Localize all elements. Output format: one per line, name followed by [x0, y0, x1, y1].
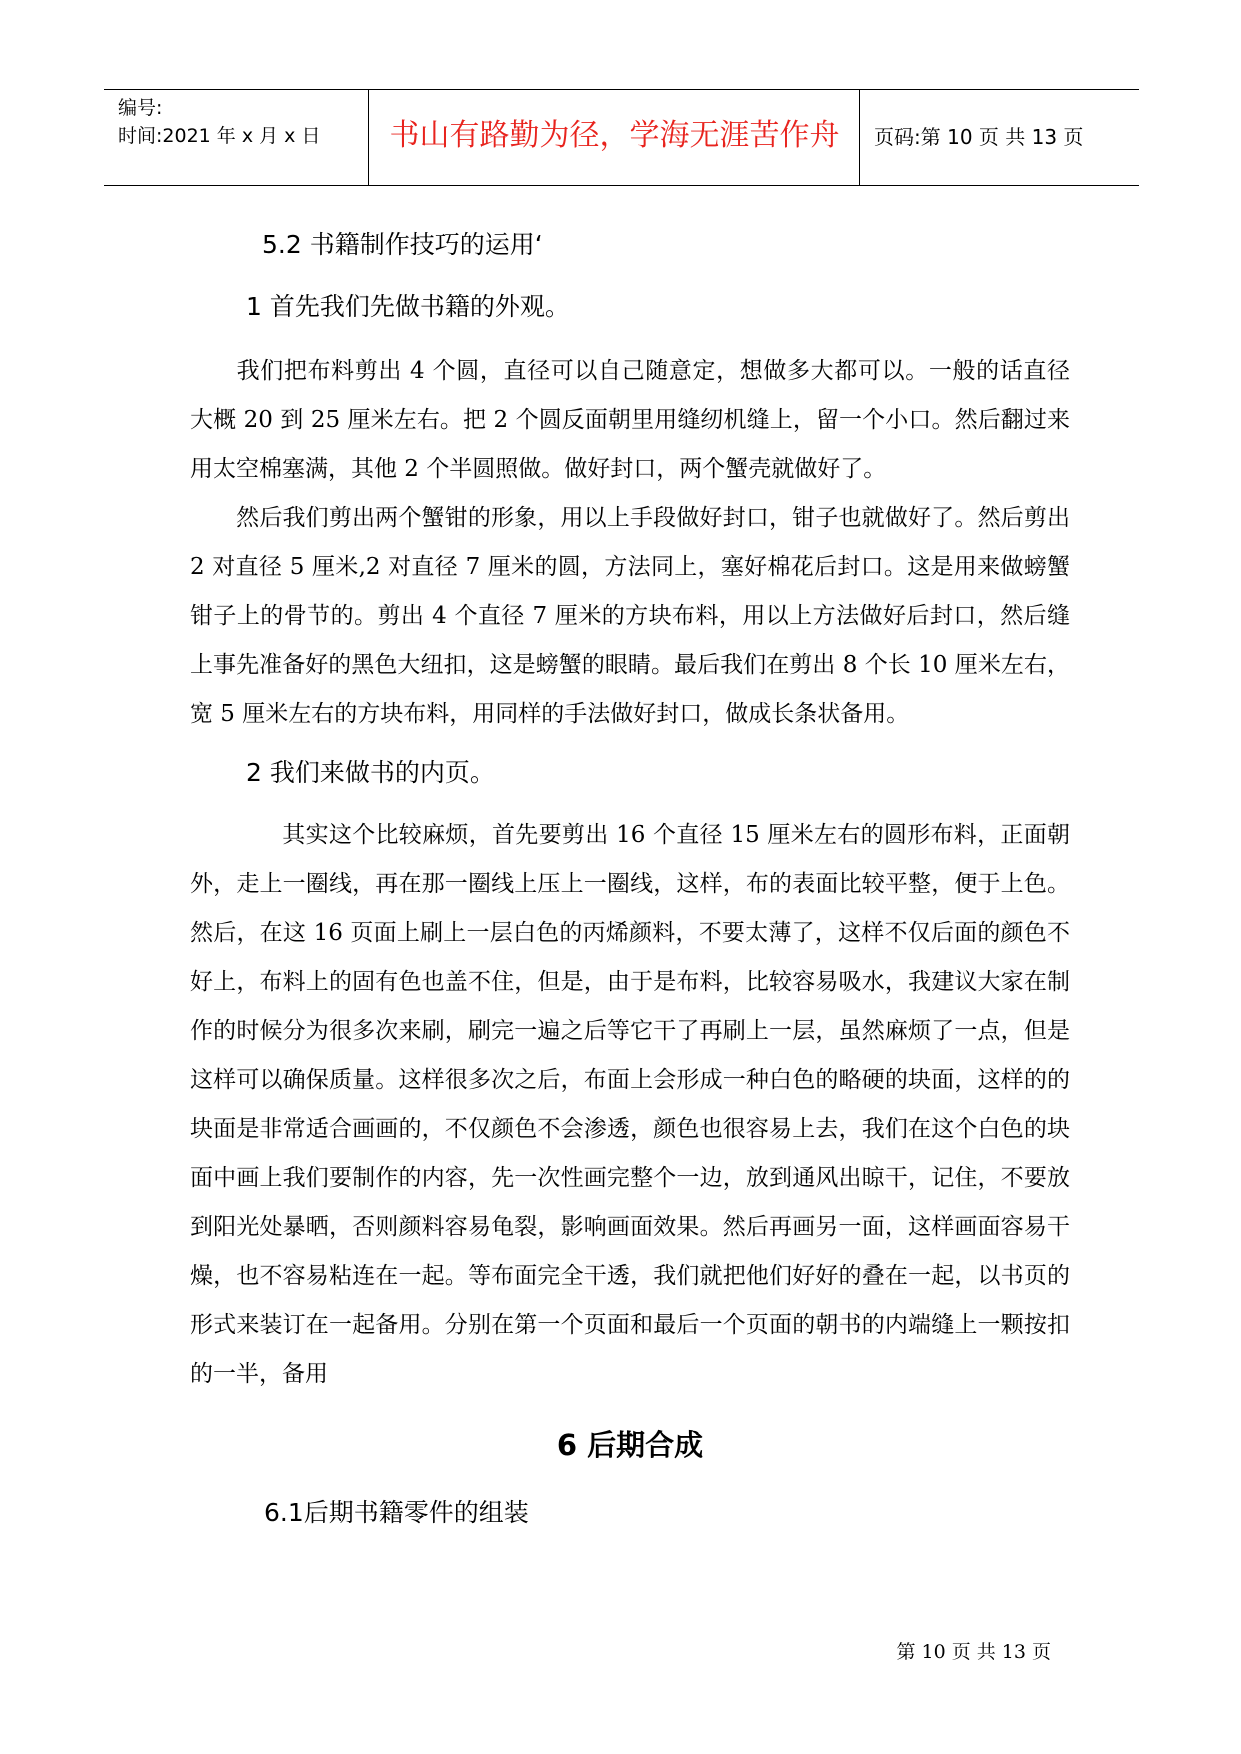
number-label: 编号: [118, 97, 163, 119]
header-meta [118, 94, 320, 150]
subsection-heading: 2 我们来做书的内页。 [246, 758, 495, 787]
page-footer: 第 10 页 共 13 页 [896, 1641, 1051, 1663]
header-motto: 书山有路勤为径，学海无涯苦作舟 [389, 118, 840, 153]
header-divider [368, 90, 369, 185]
document-body [190, 205, 1070, 1533]
chapter-heading: 6 后期合成 [556, 1428, 704, 1462]
subsection-heading: 1 首先我们先做书籍的外观。 [246, 292, 570, 321]
body-paragraph: 其实这个比较麻烦，首先要剪出 16 个直径 15 厘米左右的圆形布料，正面朝外，走上一圈线，再在那一圈线上压上一圈线，这样，布的表面比较平整，便于上色。然后，在这 16 页面上刷上一层白色的丙烯颜料，不要太薄了，这样不仅后面的颜色不好上，布料上的固有色也盖不住，但是，由于是布料，比较容易吸水，我建议大家在制作的时候分为很多次来刷，刷完一遍之后等它干了再刷上一层，虽然麻烦了一点，但是这样可以确保质量。这样很多次之后，布面上会形成一种白色的略硬的块面，这样的的块面是非常适合画画的，不仅颜色不会渗透，颜色也很容易上去，我们在这个白色的块面中画上我们要制作的内容，先一次性画完整个一边，放到通风出晾干，记住，不要放到阳光处暴晒，否则颜料容易龟裂，影响画面效果。然后再画另一面，这样画面容易干燥，也不容易粘连在一起。等布面完全干透，我们就把他们好好的叠在一起，以书页的形式来装订在一起备用。分别在第一个页面和最后一个页面的朝书的内端缝上一颗按扣的一半，备用 [190, 822, 1070, 1387]
header-page-number: 页码:第 10 页 共 13 页 [874, 125, 1084, 149]
section-heading: 6.1后期书籍零件的组装 [264, 1498, 529, 1527]
body-paragraph: 然后我们剪出两个蟹钳的形象，用以上手段做好封口，钳子也就做好了。然后剪出 2 对直径 5 厘米,2 对直径 7 厘米的圆，方法同上，塞好棉花后封口。这是用来做螃蟹钳子上的骨节的。剪出 4 个直径 7 厘米的方块布料，用以上方法做好后封口，然后缝上事先准备好的黑色大纽扣，这是螃蟹的眼睛。最后我们在剪出 8 个长 10 厘米左右，宽 5 厘米左右的方块布料，用同样的手法做好封口，做成长条状备用。 [190, 505, 1070, 727]
body-paragraph: 我们把布料剪出 4 个圆，直径可以自己随意定，想做多大都可以。一般的话直径大概 20 到 25 厘米左右。把 2 个圆反面朝里用缝纫机缝上，留一个小口。然后翻过来用太空棉塞满，其他 2 个半圆照做。做好封口，两个蟹壳就做好了。 [190, 358, 1070, 482]
section-heading: 5.2 书籍制作技巧的运用‘ [262, 230, 543, 259]
page-header [104, 89, 1139, 186]
time-label: 时间:2021 年 x 月 x 日 [118, 125, 321, 147]
header-divider [859, 90, 860, 185]
